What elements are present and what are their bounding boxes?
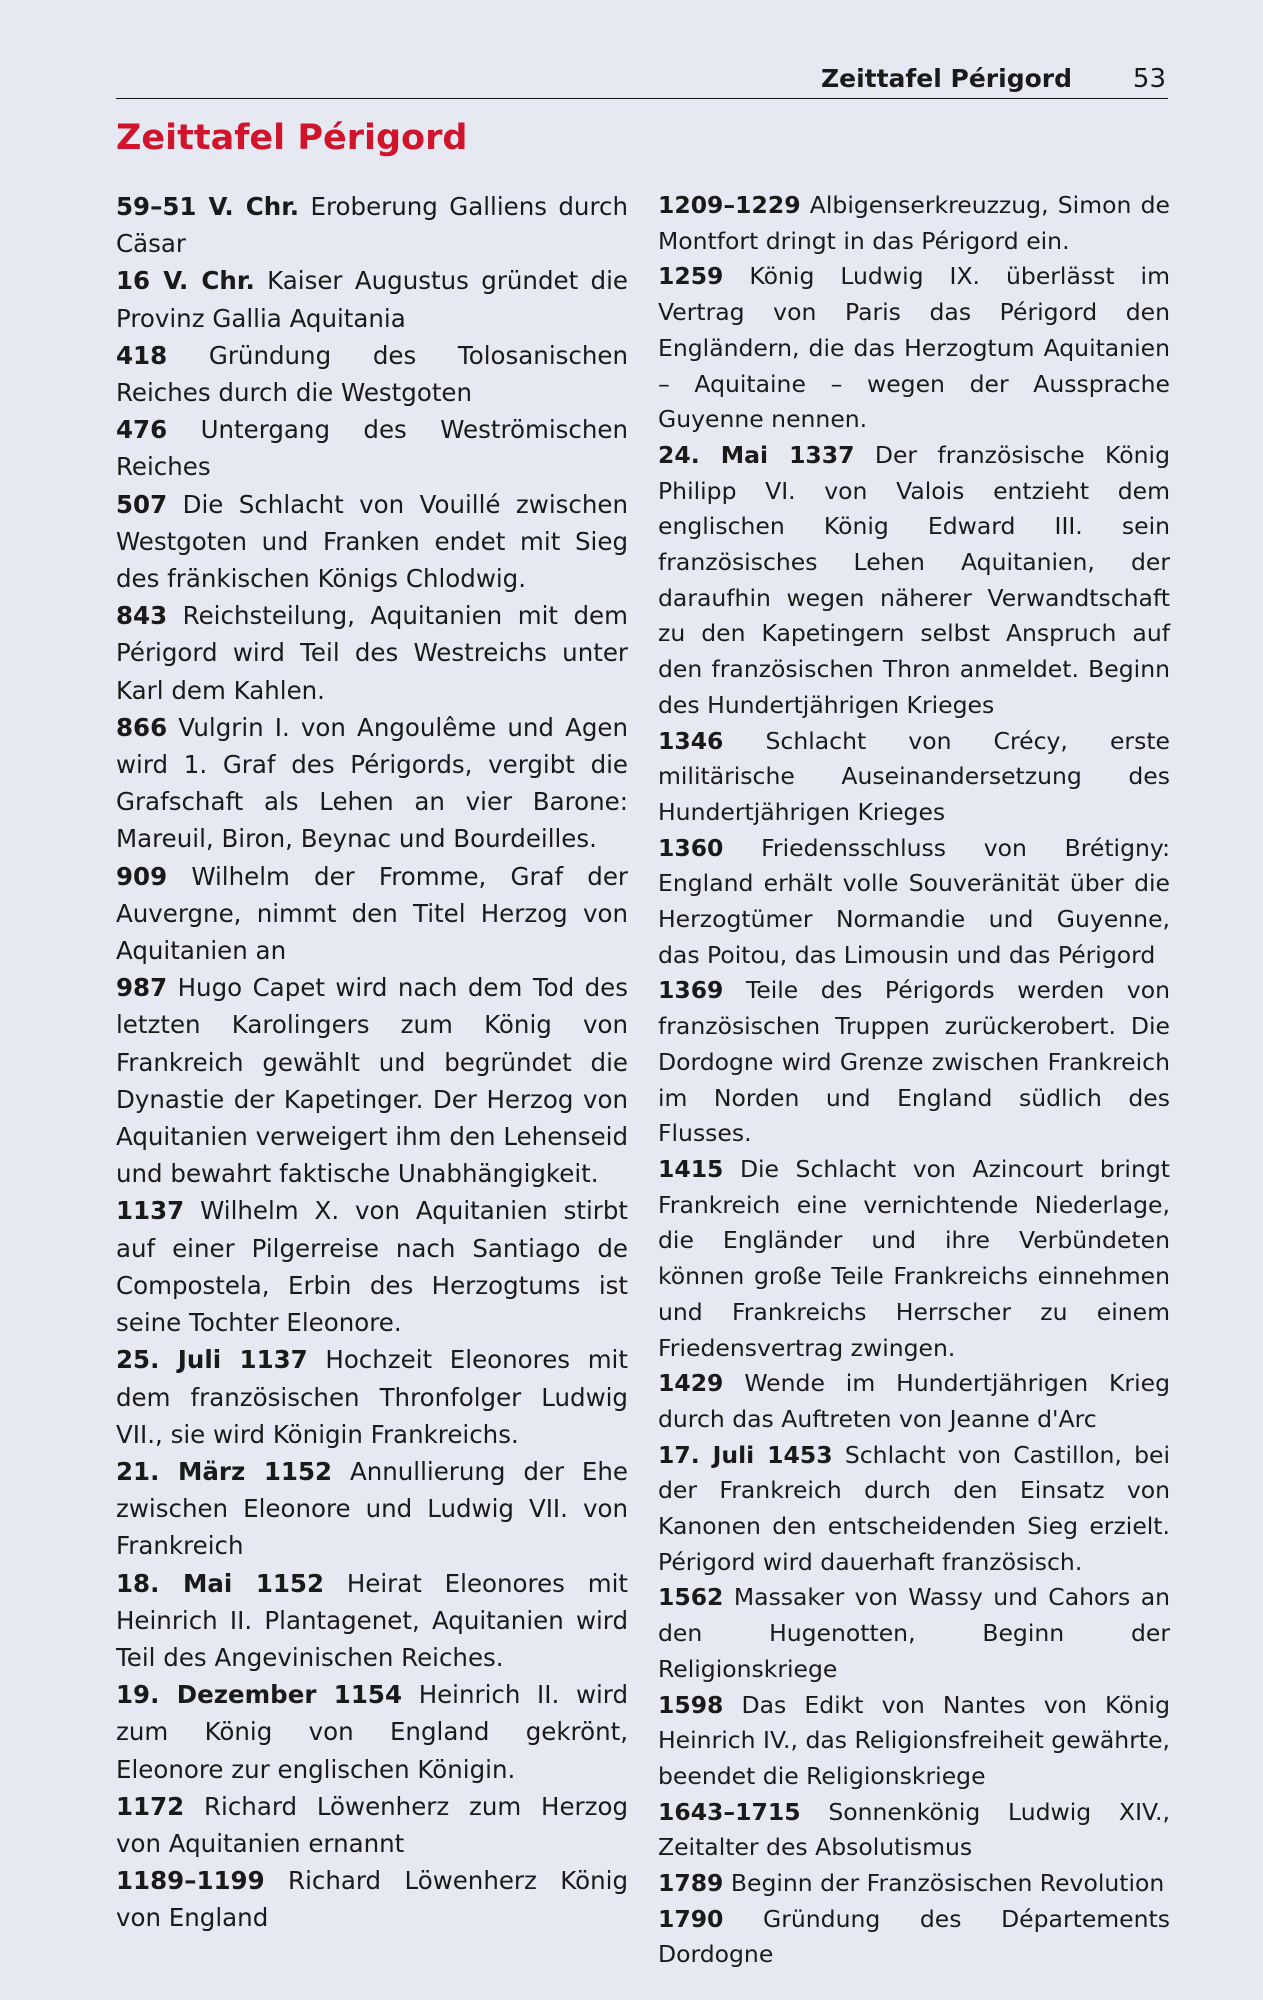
- timeline-entry: [116, 1676, 628, 1788]
- timeline-entry-text: Wende im Hundertjährigen Krieg durch das Auftreten von Jeanne d'Arc: [658, 1369, 1170, 1433]
- timeline-entry-date: 1429: [658, 1369, 724, 1398]
- timeline-entry-date: 1415: [658, 1154, 724, 1183]
- page-number: 53: [1132, 64, 1166, 94]
- timeline-entry-text: Eroberung Galliens durch Cäsar: [116, 192, 628, 259]
- timeline-entry: [658, 1152, 1170, 1366]
- timeline-entry: [658, 1902, 1170, 1973]
- timeline-entry-text: Albigenserkreuzzug, Simon de Montfort dringt in das Périgord ein.: [658, 191, 1170, 255]
- timeline-entry-date: 1598: [658, 1690, 724, 1719]
- timeline-entry-date: 1790: [658, 1904, 724, 1933]
- timeline-entry-date: 1209–1229: [658, 191, 801, 219]
- timeline-entry-date: 476: [116, 415, 168, 445]
- timeline-entry-text: Untergang des Weströmischen Reiches: [116, 415, 629, 482]
- timeline-entry-date: 507: [116, 489, 168, 519]
- timeline-column-left: [116, 188, 628, 1937]
- timeline-entry: [116, 709, 628, 858]
- running-header: [116, 62, 1168, 99]
- timeline-entry-date: 1172: [116, 1791, 185, 1821]
- timeline-entry-date: 21. März 1152: [116, 1456, 333, 1486]
- timeline-entry-date: 1346: [658, 726, 724, 755]
- timeline-entry-date: 1137: [116, 1196, 185, 1226]
- timeline-entry-text: Gründung des Tolosanischen Reiches durch die Westgoten: [116, 340, 628, 408]
- timeline-entry: [116, 597, 628, 709]
- timeline-entry-date: 1643–1715: [658, 1797, 801, 1826]
- timeline-entry-date: 24. Mai 1337: [658, 440, 855, 469]
- timeline-entry-text: Teile des Périgords werden von französischen Truppen zurückerobert. Die Dordogne wird Grenze zwischen Frankreich im Norden und England südlich des Flusses.: [658, 976, 1170, 1148]
- timeline-entry: [658, 1866, 1170, 1902]
- timeline-entry: [658, 438, 1170, 724]
- timeline-entry-date: 17. Juli 1453: [658, 1440, 833, 1469]
- timeline-entry-date: 25. Juli 1137: [116, 1345, 308, 1375]
- timeline-entry: [116, 1565, 628, 1677]
- timeline-entry-text: Heinrich II. wird zum König von England gekrönt, Eleonore zur englischen Königin.: [116, 1680, 629, 1784]
- timeline-entry: [116, 262, 628, 336]
- timeline-entry: [116, 188, 628, 262]
- timeline-entry: [116, 1341, 628, 1453]
- timeline-entry-text: Annullierung der Ehe zwischen Eleonore und Ludwig VII. von Frankreich: [116, 1456, 628, 1561]
- timeline-entry: [658, 973, 1170, 1152]
- timeline-entry-text: Die Schlacht von Vouillé zwischen Westgoten und Franken endet mit Sieg des fränkischen Königs Chlodwig.: [116, 489, 628, 594]
- timeline-entry-text: Beginn der Französischen Revolution: [730, 1869, 1165, 1898]
- timeline-entry: [658, 724, 1170, 831]
- running-header-title: Zeittafel Périgord: [820, 64, 1072, 93]
- timeline-entry-text: König Ludwig IX. überlässt im Vertrag von Paris das Périgord den Engländern, die das Herzogtum Aquitanien – Aquitaine – wegen der Aussprache Guyenne nennen.: [658, 262, 1170, 434]
- timeline-entry-date: 16 V. Chr.: [116, 266, 255, 296]
- timeline-entry: [116, 486, 628, 598]
- timeline-entry-text: Schlacht von Castillon, bei der Frankreich durch den Einsatz von Kanonen den entscheidenden Sieg erzielt. Périgord wird dauerhaft französisch.: [658, 1440, 1170, 1576]
- timeline-entry-text: Hochzeit Eleonores mit dem französischen Thronfolger Ludwig VII., sie wird Königin Frankreichs.: [116, 1345, 628, 1449]
- timeline-entry-text: Friedensschluss von Brétigny: England erhält volle Souveränität über die Herzogtümer Normandie und Guyenne, das Poitou, das Limousin und das Périgord: [658, 833, 1170, 969]
- timeline-entry: [658, 1438, 1170, 1581]
- timeline-entry-text: Richard Löwenherz König von England: [116, 1866, 628, 1933]
- timeline-entry: [658, 1688, 1170, 1795]
- timeline-entry-text: Kaiser Augustus gründet die Provinz Gallia Aquitania: [116, 266, 628, 333]
- timeline-entry: [658, 188, 1170, 259]
- timeline-entry-text: Vulgrin I. von Angoulême und Agen wird 1. Graf des Périgords, vergibt die Grafschaft als Lehen an vier Barone: Mareuil, Biron, Beynac und Bourdeilles.: [116, 712, 628, 854]
- timeline-entry-date: 18. Mai 1152: [116, 1568, 325, 1598]
- timeline-entry-date: 1562: [658, 1583, 724, 1612]
- timeline-entry: [116, 337, 628, 411]
- timeline-entry-text: Heirat Eleonores mit Heinrich II. Plantagenet, Aquitanien wird Teil des Angevinischen Reiches.: [116, 1568, 629, 1672]
- timeline-entry-date: 866: [116, 712, 168, 742]
- timeline-entry-text: Schlacht von Crécy, erste militärische Auseinandersetzung des Hundertjährigen Krieges: [658, 726, 1170, 826]
- timeline-entry-date: 1259: [658, 262, 724, 291]
- timeline-entry-date: 1189–1199: [116, 1866, 265, 1896]
- timeline-entry-date: 19. Dezember 1154: [116, 1680, 403, 1710]
- timeline-entry-text: Sonnenkönig Ludwig XIV., Zeitalter des Absolutismus: [658, 1797, 1170, 1862]
- timeline-entry-date: 1789: [658, 1869, 724, 1898]
- timeline-entry-date: 987: [116, 973, 168, 1003]
- timeline-entry-date: 843: [116, 601, 168, 631]
- timeline-entry-text: Die Schlacht von Azincourt bringt Frankreich eine vernichtende Niederlage, die Engländer und ihre Verbündeten können große Teile Frankreichs einnehmen und Frankreichs Herrscher zu einem Friedensvertrag zwingen.: [658, 1154, 1170, 1362]
- timeline-entry-text: Der französische König Philipp VI. von Valois entzieht dem englischen König Edward III. sein französisches Lehen Aquitanien, der daraufhin wegen näherer Verwandtschaft zu den Kapetingern selbst Anspruch auf den französischen Thron anmeldet. Beginn des Hundertjährigen Krieges: [658, 440, 1170, 719]
- timeline-entry: [116, 1453, 628, 1565]
- timeline-entry-text: Richard Löwenherz zum Herzog von Aquitanien ernannt: [116, 1791, 628, 1858]
- timeline-entry-date: 418: [116, 340, 168, 370]
- timeline-column-right: [658, 188, 1170, 1973]
- chapter-title: Zeittafel Périgord: [116, 118, 468, 158]
- timeline-entry-text: Reichsteilung, Aquitanien mit dem Périgord wird Teil des Westreichs unter Karl dem Kahlen.: [116, 601, 628, 705]
- timeline-entry-text: Wilhelm der Fromme, Graf der Auvergne, nimmt den Titel Herzog von Aquitanien an: [116, 861, 628, 966]
- timeline-entry-date: 1360: [658, 833, 724, 862]
- timeline-entry-text: Gründung des Départements Dordogne: [658, 1904, 1170, 1969]
- timeline-entry: [116, 858, 628, 970]
- timeline-entry: [116, 411, 628, 485]
- timeline-entry-text: Massaker von Wassy und Cahors an den Hugenotten, Beginn der Religionskriege: [658, 1583, 1170, 1683]
- timeline-entry: [658, 831, 1170, 974]
- timeline-entry-date: 1369: [658, 976, 724, 1005]
- timeline-entry-date: 909: [116, 861, 168, 891]
- timeline-entry: [116, 1192, 628, 1341]
- timeline-entry-date: 59–51 V. Chr.: [116, 192, 300, 221]
- timeline-entry-text: Das Edikt von Nantes von König Heinrich IV., das Religionsfreiheit gewährte, beendet die Religionskriege: [658, 1690, 1170, 1790]
- timeline-entry: [116, 1862, 628, 1936]
- timeline-entry: [658, 1795, 1170, 1866]
- timeline-entry-text: Hugo Capet wird nach dem Tod des letzten Karolingers zum König von Frankreich gewählt und begründet die Dynastie der Kapetinger. Der Herzog von Aquitanien verweigert ihm den Lehenseid und bewahrt faktische Unabhängigkeit.: [116, 973, 629, 1189]
- timeline-entry-text: Wilhelm X. von Aquitanien stirbt auf einer Pilgerreise nach Santiago de Compostela, Erbin des Herzogtums ist seine Tochter Eleonore.: [116, 1196, 628, 1338]
- timeline-entry: [658, 1366, 1170, 1437]
- timeline-entry: [116, 969, 628, 1192]
- timeline-entry: [116, 1788, 628, 1862]
- timeline-entry: [658, 259, 1170, 438]
- timeline-entry: [658, 1580, 1170, 1687]
